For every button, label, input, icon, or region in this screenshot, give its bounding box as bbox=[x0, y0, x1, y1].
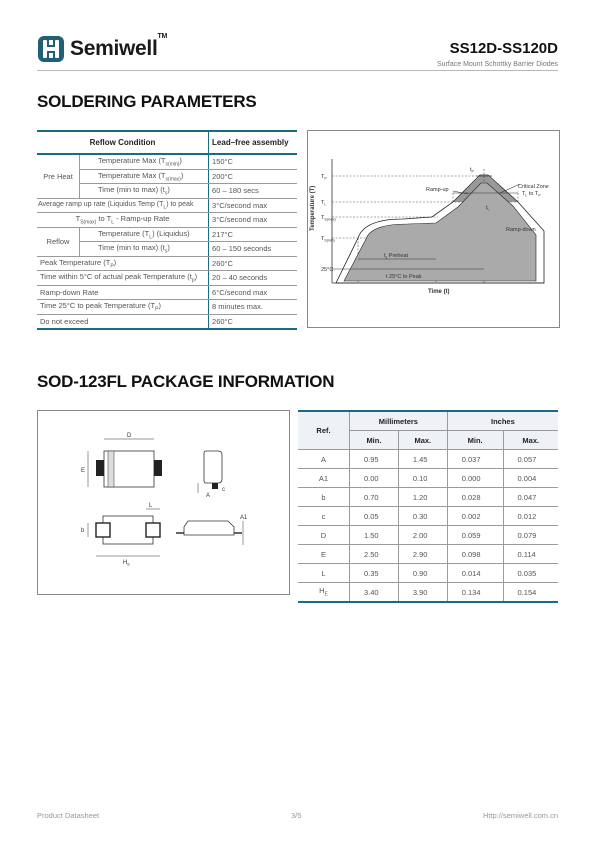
row-tp-label: Peak Temperature $(T_P)$ bbox=[37, 256, 209, 271]
footer-url[interactable]: Http://semiwell.com.cn bbox=[482, 811, 558, 820]
bottom-pad-right bbox=[146, 523, 160, 537]
cell-ref: E bbox=[298, 545, 350, 564]
side-view-body bbox=[204, 451, 222, 483]
tsmax-label: $T_{S(max)}$ bbox=[321, 215, 336, 222]
ramp-up-label: Ramp-up bbox=[426, 187, 449, 193]
row-tl-label: Temperature $(T_L)$ (Liquidus) bbox=[80, 227, 209, 242]
iso-view-body bbox=[184, 521, 234, 535]
t25-label: 25°C bbox=[321, 267, 334, 273]
top-view-lead-right bbox=[154, 460, 162, 476]
cell-mm-min: 1.50 bbox=[350, 526, 399, 545]
row-tl-value: 217°C bbox=[209, 227, 297, 242]
cell-in-max: 0.057 bbox=[503, 450, 558, 469]
cell-in-max: 0.004 bbox=[503, 469, 558, 488]
dim-a: A bbox=[206, 493, 211, 499]
company-logo bbox=[37, 35, 167, 63]
part-subtitle: Surface Mount Schottky Barrier Diodes bbox=[437, 61, 558, 68]
inch-header: Inches bbox=[447, 411, 558, 431]
top-view-lead-left bbox=[96, 460, 104, 476]
tl-time-mark: $t_L$ bbox=[486, 205, 490, 212]
cell-mm-min: 3.40 bbox=[350, 583, 399, 603]
cell-mm-max: 0.30 bbox=[398, 507, 447, 526]
package-dimension-table bbox=[298, 410, 558, 603]
row-notexceed-value: 260°C bbox=[209, 314, 297, 329]
row-rampdown-label: Ramp-down Rate bbox=[37, 285, 209, 300]
row-tl-time-label: Time (min to max) $(t_s)$ bbox=[80, 242, 209, 257]
ref-header: Ref. bbox=[298, 411, 350, 450]
table-row bbox=[298, 545, 558, 564]
row-ts-label: Time (min to max) $(t_s)$ bbox=[80, 184, 209, 199]
x-axis-label: Time (t) bbox=[428, 289, 450, 295]
leadfree-header: Lead–free assembly bbox=[209, 131, 297, 154]
critical-zone-range: $T_L$ to $T_P$ bbox=[522, 191, 541, 198]
row-tsmax-value: 200°C bbox=[209, 169, 297, 184]
cell-ref: L bbox=[298, 564, 350, 583]
mm-header: Millimeters bbox=[350, 411, 448, 431]
cell-in-min: 0.014 bbox=[447, 564, 503, 583]
row-tsmax-label: Temperature Max $(T_{s(max)})$ bbox=[80, 169, 209, 184]
row-ramp-label: Average ramp up rate (Liquidus Temp $(T_L)$ to peak bbox=[37, 198, 209, 213]
tp-time-mark: $t_P$ bbox=[470, 167, 474, 174]
cell-mm-max: 0.10 bbox=[398, 469, 447, 488]
tp-label: $T_P$ bbox=[321, 174, 327, 181]
to-peak-label: t 25°C to Peak bbox=[386, 274, 422, 280]
cell-in-max: 0.035 bbox=[503, 564, 558, 583]
soldering-title: SOLDERING PARAMETERS bbox=[37, 92, 257, 111]
cell-in-max: 0.047 bbox=[503, 488, 558, 507]
cell-mm-max: 2.90 bbox=[398, 545, 447, 564]
row-ramp-value: 3°C/second max bbox=[209, 198, 297, 213]
cell-ref: A bbox=[298, 450, 350, 469]
table-row bbox=[298, 583, 558, 603]
side-view-lead bbox=[212, 483, 218, 489]
cell-ref: A1 bbox=[298, 469, 350, 488]
dim-l: L bbox=[149, 503, 153, 509]
row-notexceed-label: Do not exceed bbox=[37, 314, 209, 329]
dim-e: E bbox=[81, 468, 86, 474]
cell-in-max: 0.079 bbox=[503, 526, 558, 545]
dim-d: D bbox=[127, 433, 132, 439]
cell-ref: c bbox=[298, 507, 350, 526]
cell-mm-max: 0.90 bbox=[398, 564, 447, 583]
table-row bbox=[298, 450, 558, 469]
row-t25-value: 8 minutes max. bbox=[209, 300, 297, 315]
cell-in-min: 0.037 bbox=[447, 450, 503, 469]
cell-in-max: 0.154 bbox=[503, 583, 558, 603]
table-row bbox=[298, 564, 558, 583]
table-row bbox=[298, 469, 558, 488]
row-tsmin-value: 150°C bbox=[209, 154, 297, 169]
cell-mm-min: 0.00 bbox=[350, 469, 399, 488]
cell-mm-min: 2.50 bbox=[350, 545, 399, 564]
y-axis-label: Temperature (T) bbox=[310, 185, 316, 231]
header-divider bbox=[37, 70, 558, 71]
ramp-down-label: Ramp-down bbox=[506, 227, 536, 233]
cell-mm-min: 0.05 bbox=[350, 507, 399, 526]
cell-mm-min: 0.70 bbox=[350, 488, 399, 507]
row-tsmax-tl-value: 3°C/second max bbox=[209, 213, 297, 228]
dim-a1: A1 bbox=[240, 515, 248, 521]
cell-mm-min: 0.35 bbox=[350, 564, 399, 583]
cell-in-min: 0.028 bbox=[447, 488, 503, 507]
cell-in-max: 0.114 bbox=[503, 545, 558, 564]
reflow-condition-header: Reflow Condition bbox=[37, 131, 209, 154]
reflow-profile-graph bbox=[307, 130, 560, 328]
row-tsmax-tl-label: $T_{S(max)}$ to $T_L$ - Ramp-up Rate bbox=[37, 213, 209, 228]
row-rampdown-value: 6°C/second max bbox=[209, 285, 297, 300]
row-tp-time-value: 20 – 40 seconds bbox=[209, 271, 297, 286]
tl-label: $T_L$ bbox=[321, 200, 327, 207]
part-number: SS12D-SS120D bbox=[449, 40, 558, 57]
cell-mm-min: 0.95 bbox=[350, 450, 399, 469]
footer-page: 3/5 bbox=[291, 811, 302, 820]
mm-max-header: Max. bbox=[398, 431, 447, 450]
dim-b: b bbox=[81, 528, 85, 534]
row-tp-time-label: Time within 5°C of actual peak Temperature $(t_p)$ bbox=[37, 271, 209, 286]
table-row bbox=[298, 488, 558, 507]
package-drawing bbox=[37, 410, 290, 595]
logo-text: Semiwell™ bbox=[70, 33, 167, 60]
dim-he: $H_E$ bbox=[123, 560, 131, 567]
cell-ref: $H_E$ bbox=[298, 583, 350, 603]
cell-ref: D bbox=[298, 526, 350, 545]
cathode-band bbox=[108, 451, 114, 487]
table-row bbox=[298, 507, 558, 526]
table-row bbox=[298, 526, 558, 545]
bottom-pad-left bbox=[96, 523, 110, 537]
semiwell-logo-icon bbox=[37, 35, 65, 63]
row-tsmin-label: Temperature Max $(T_{s(min)})$ bbox=[80, 154, 209, 169]
soldering-table bbox=[37, 130, 297, 330]
cell-in-min: 0.000 bbox=[447, 469, 503, 488]
preheat-label: Pre Heat bbox=[37, 154, 80, 198]
cell-ref: b bbox=[298, 488, 350, 507]
row-t25-label: Time 25°C to peak Temperature $(T_P)$ bbox=[37, 300, 209, 315]
dim-c: c bbox=[222, 487, 225, 493]
cell-in-max: 0.012 bbox=[503, 507, 558, 526]
cell-mm-max: 1.20 bbox=[398, 488, 447, 507]
cell-in-min: 0.002 bbox=[447, 507, 503, 526]
cell-mm-max: 1.45 bbox=[398, 450, 447, 469]
tsmin-label: $T_{S(min)}$ bbox=[321, 236, 335, 243]
package-title: SOD-123FL PACKAGE INFORMATION bbox=[37, 372, 335, 391]
in-min-header: Min. bbox=[447, 431, 503, 450]
mm-min-header: Min. bbox=[350, 431, 399, 450]
critical-zone-label: Critical Zone bbox=[518, 184, 549, 190]
cell-in-min: 0.134 bbox=[447, 583, 503, 603]
package-drawing-svg bbox=[38, 411, 289, 594]
footer-left: Product Datasheet bbox=[37, 811, 100, 820]
reflow-profile-svg bbox=[308, 131, 559, 327]
cell-in-min: 0.098 bbox=[447, 545, 503, 564]
preheat-time-label: $t_s$ Preheat bbox=[384, 253, 409, 260]
cell-mm-max: 3.90 bbox=[398, 583, 447, 603]
cell-in-min: 0.059 bbox=[447, 526, 503, 545]
row-tp-value: 260°C bbox=[209, 256, 297, 271]
in-max-header: Max. bbox=[503, 431, 558, 450]
row-ts-value: 60 – 180 secs bbox=[209, 184, 297, 199]
reflow-label: Reflow bbox=[37, 227, 80, 256]
row-tl-time-value: 60 – 150 seconds bbox=[209, 242, 297, 257]
cell-mm-max: 2.00 bbox=[398, 526, 447, 545]
